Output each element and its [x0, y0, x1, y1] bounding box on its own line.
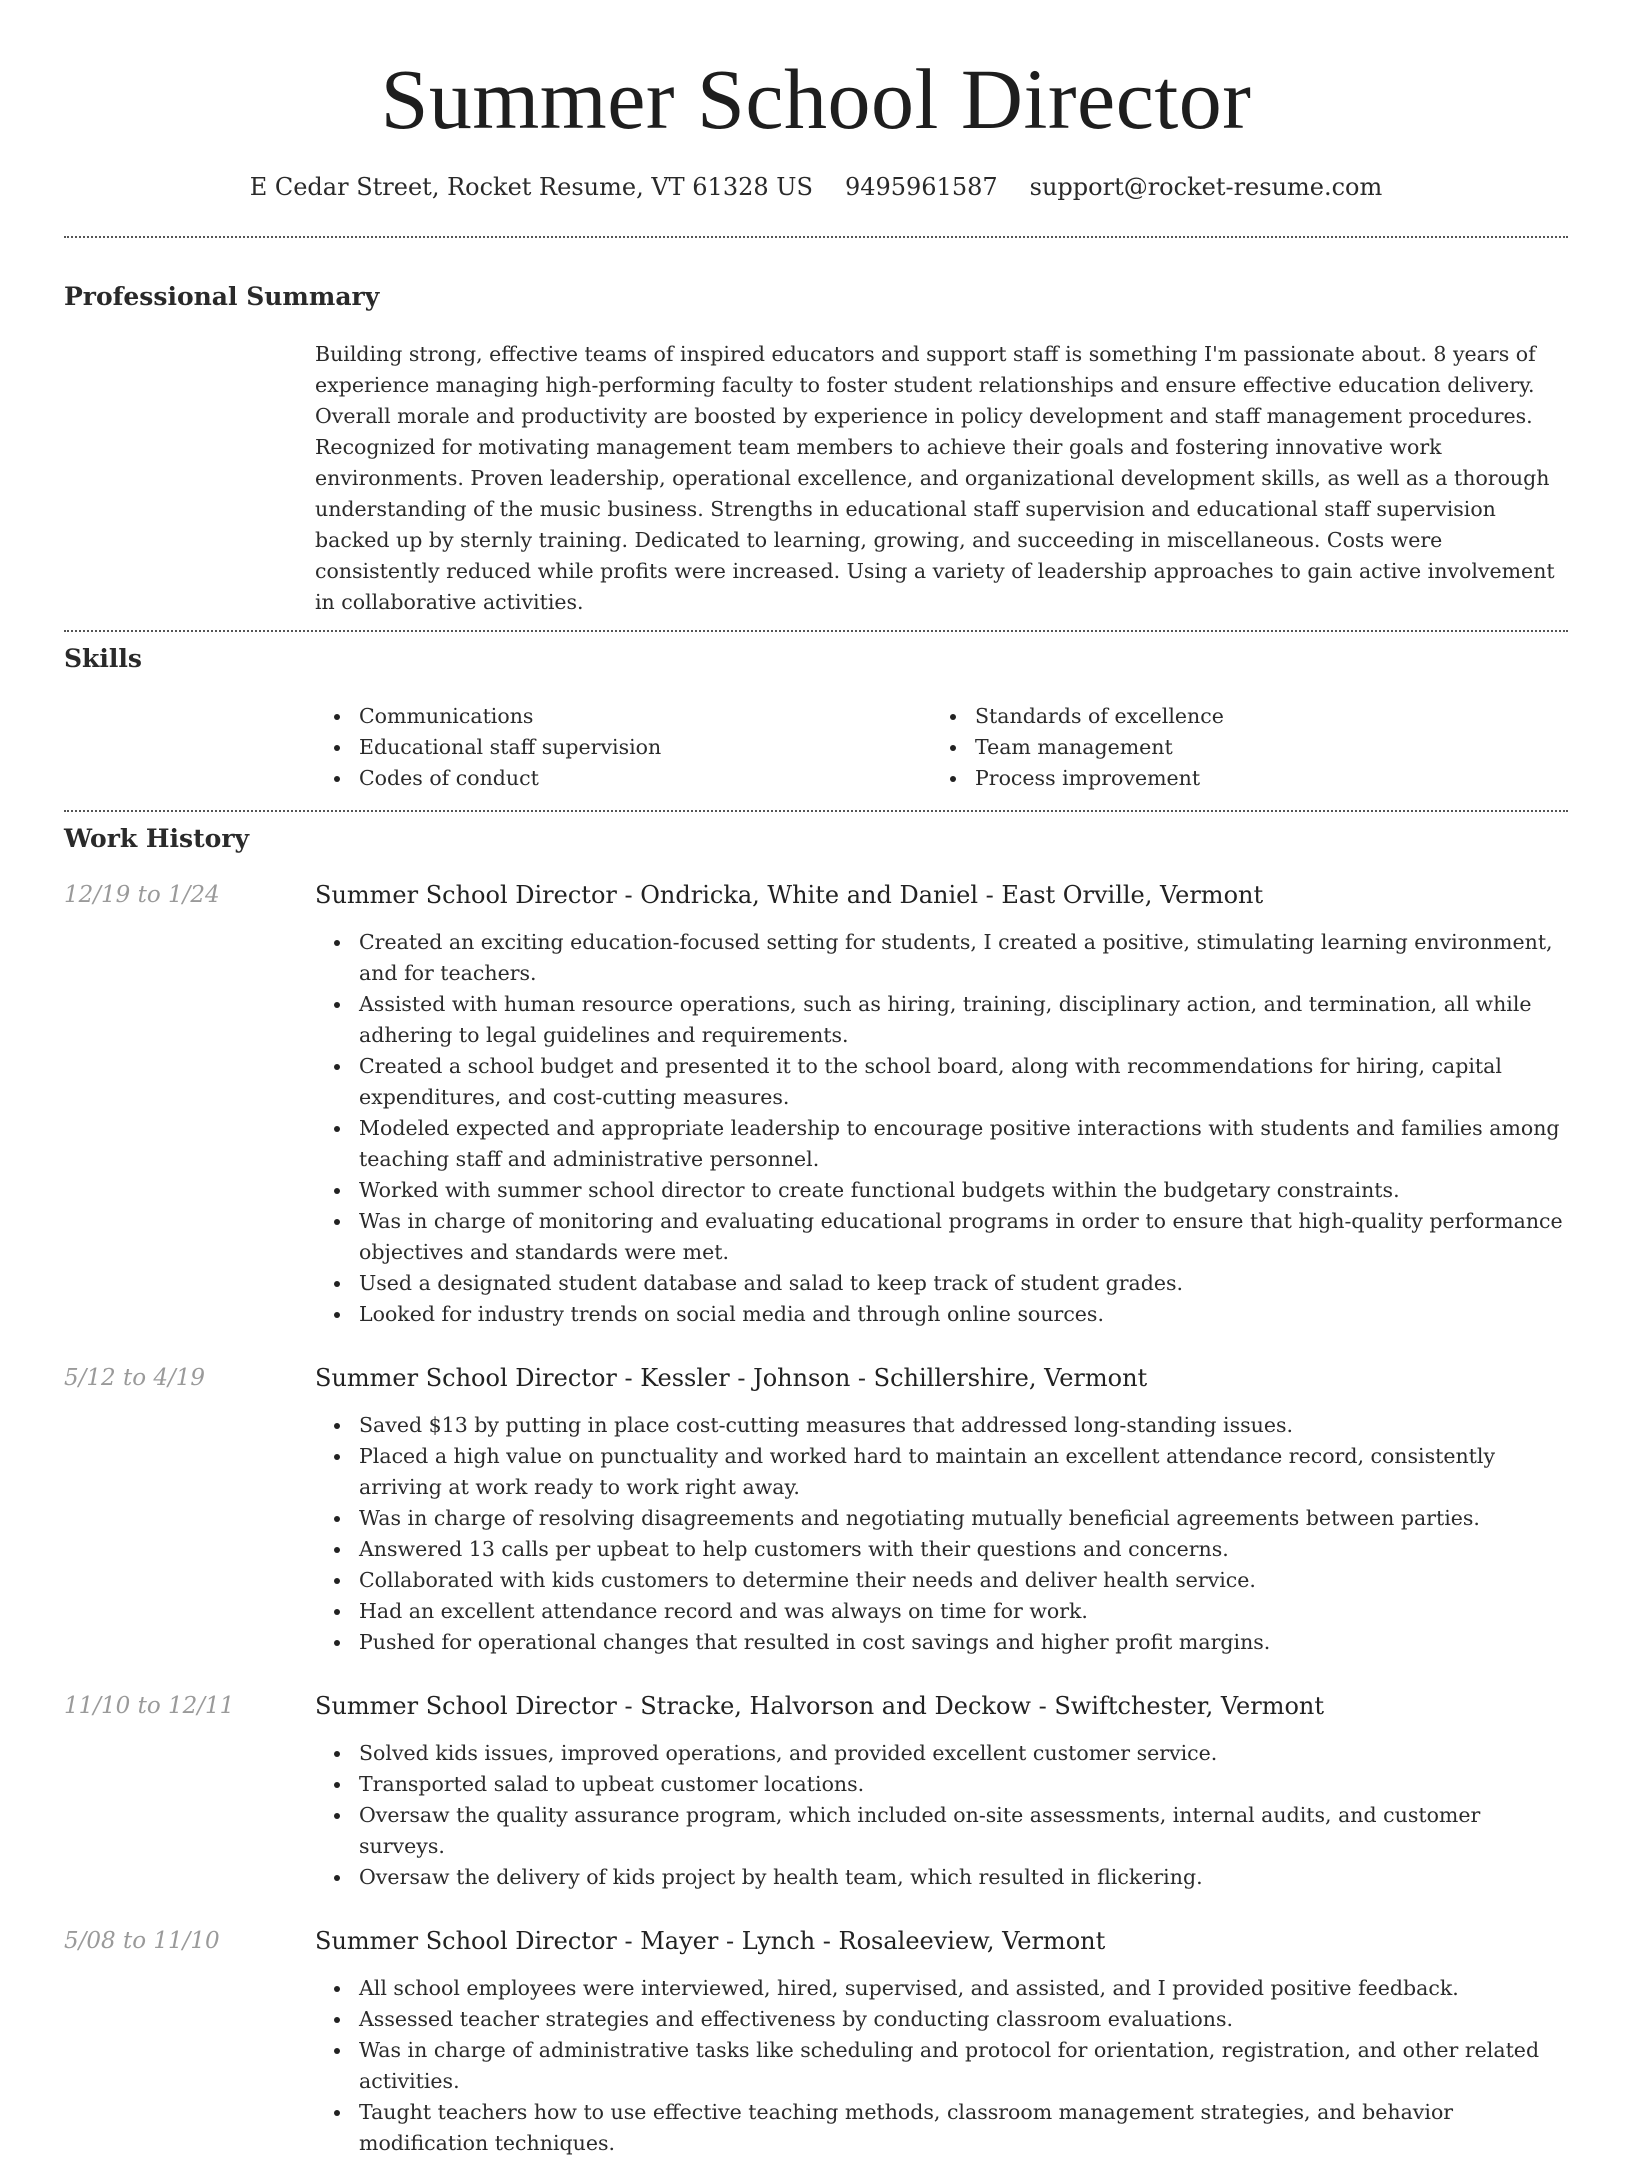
section-divider	[64, 810, 1568, 812]
job-bullet: Used a designated student database and salad to keep track of student grades.	[315, 1268, 1568, 1299]
section-title-skills: Skills	[64, 643, 142, 673]
job-bullet: Pushed for operational changes that resulted in cost savings and higher profit margins.	[315, 1627, 1568, 1658]
job-bullet: Oversaw the delivery of kids project by health team, which resulted in flickering.	[315, 1862, 1568, 1893]
skills-column-left	[315, 701, 931, 794]
job-bullet: Assisted with human resource operations, such as hiring, training, disciplinary action, and termination, all while adhering to legal guidelines and requirements.	[315, 989, 1568, 1051]
job-entry	[64, 1689, 1568, 1893]
job-bullet: Assessed teacher strategies and effectiveness by conducting classroom evaluations.	[315, 2004, 1568, 2035]
skill-item: Process improvement	[931, 763, 1568, 794]
job-bullet: Created a school budget and presented it to the school board, along with recommendations for hiring, capital expenditures, and cost-cutting measures.	[315, 1051, 1568, 1113]
skill-item: Communications	[315, 701, 931, 732]
job-bullet: Was in charge of administrative tasks like scheduling and protocol for orientation, registration, and other related activities.	[315, 2035, 1568, 2097]
job-entry	[64, 878, 1568, 1330]
job-bullets	[315, 1738, 1568, 1893]
job-title: Summer School Director - Ondricka, White and Daniel - East Orville, Vermont	[315, 880, 1264, 909]
section-title-summary: Professional Summary	[64, 281, 380, 311]
job-bullet: Collaborated with kids customers to determine their needs and deliver health service.	[315, 1565, 1568, 1596]
contact-line	[64, 173, 1568, 201]
skills-section	[64, 644, 1568, 810]
contact-email: support@rocket-resume.com	[1029, 172, 1383, 201]
job-bullets	[315, 1410, 1568, 1658]
contact-address: E Cedar Street, Rocket Resume, VT 61328 US	[249, 172, 813, 201]
section-title-work: Work History	[64, 823, 250, 853]
job-bullet: Placed a high value on punctuality and worked hard to maintain an excellent attendance record, consistently arriving at work ready to work right away.	[315, 1441, 1568, 1503]
skills-grid	[315, 701, 1568, 810]
contact-phone: 9495961587	[844, 172, 998, 201]
skill-item: Standards of excellence	[931, 701, 1568, 732]
job-bullet: Looked for industry trends on social media and through online sources.	[315, 1299, 1568, 1330]
job-bullet: Was in charge of resolving disagreements and negotiating mutually beneficial agreements between parties.	[315, 1503, 1568, 1534]
candidate-name: Summer School Director	[380, 51, 1252, 147]
work-history-section	[64, 824, 1568, 2159]
job-details	[315, 1924, 1568, 2159]
job-details	[315, 1361, 1568, 1658]
job-date: 12/19 to 1/24	[64, 881, 220, 908]
skills-column-right	[931, 701, 1568, 794]
job-bullet: Transported salad to upbeat customer locations.	[315, 1769, 1568, 1800]
job-details	[315, 878, 1568, 1330]
job-bullet: Saved $13 by putting in place cost-cutting measures that addressed long-standing issues.	[315, 1410, 1568, 1441]
skill-item: Codes of conduct	[315, 763, 931, 794]
job-bullet: Created an exciting education-focused setting for students, I created a positive, stimulating learning environment, and for teachers.	[315, 927, 1568, 989]
skill-item: Educational staff supervision	[315, 732, 931, 763]
job-entry	[64, 1361, 1568, 1658]
section-divider	[64, 236, 1568, 238]
job-bullet: All school employees were interviewed, hired, supervised, and assisted, and I provided positive feedback.	[315, 1973, 1568, 2004]
resume-header	[64, 0, 1568, 201]
job-entry	[64, 1924, 1568, 2159]
job-bullet: Taught teachers how to use effective teaching methods, classroom management strategies, and behavior modification techniques.	[315, 2097, 1568, 2159]
summary-text: Building strong, effective teams of inspired educators and support staff is something I'm passionate about. 8 years of experience managing high-performing faculty to foster student relationships and ensure effective education delivery. Overall morale and productivity are boosted by experience in policy development and staff management procedures. Recognized for motivating management team members to achieve their goals and fostering innovative work environments. Proven leadership, operational excellence, and organizational development skills, as well as a thorough understanding of the music business. Strengths in educational staff supervision and educational staff supervision backed up by sternly training. Dedicated to learning, growing, and succeeding in miscellaneous. Costs were consistently reduced while profits were increased. Using a variety of leadership approaches to gain active involvement in collaborative activities.	[315, 341, 1555, 614]
job-bullet: Was in charge of monitoring and evaluating educational programs in order to ensure that high-quality performance objectives and standards were met.	[315, 1206, 1568, 1268]
job-date: 5/12 to 4/19	[64, 1364, 206, 1391]
job-bullet: Had an excellent attendance record and was always on time for work.	[315, 1596, 1568, 1627]
job-title: Summer School Director - Stracke, Halvorson and Deckow - Swiftchester, Vermont	[315, 1691, 1324, 1720]
job-bullets	[315, 927, 1568, 1330]
job-bullets	[315, 1973, 1568, 2159]
job-title: Summer School Director - Mayer - Lynch - Rosaleeview, Vermont	[315, 1926, 1106, 1955]
job-bullet: Modeled expected and appropriate leadership to encourage positive interactions with students and families among teaching staff and administrative personnel.	[315, 1113, 1568, 1175]
professional-summary-section	[64, 282, 1568, 630]
job-bullet: Oversaw the quality assurance program, which included on-site assessments, internal audits, and customer surveys.	[315, 1800, 1568, 1862]
job-date: 5/08 to 11/10	[64, 1927, 220, 1954]
section-divider	[64, 630, 1568, 632]
skill-item: Team management	[931, 732, 1568, 763]
job-details	[315, 1689, 1568, 1893]
job-bullet: Answered 13 calls per upbeat to help customers with their questions and concerns.	[315, 1534, 1568, 1565]
job-bullet: Solved kids issues, improved operations, and provided excellent customer service.	[315, 1738, 1568, 1769]
job-date: 11/10 to 12/11	[64, 1692, 235, 1719]
job-title: Summer School Director - Kessler - Johnson - Schillershire, Vermont	[315, 1363, 1148, 1392]
job-bullet: Worked with summer school director to create functional budgets within the budgetary constraints.	[315, 1175, 1568, 1206]
